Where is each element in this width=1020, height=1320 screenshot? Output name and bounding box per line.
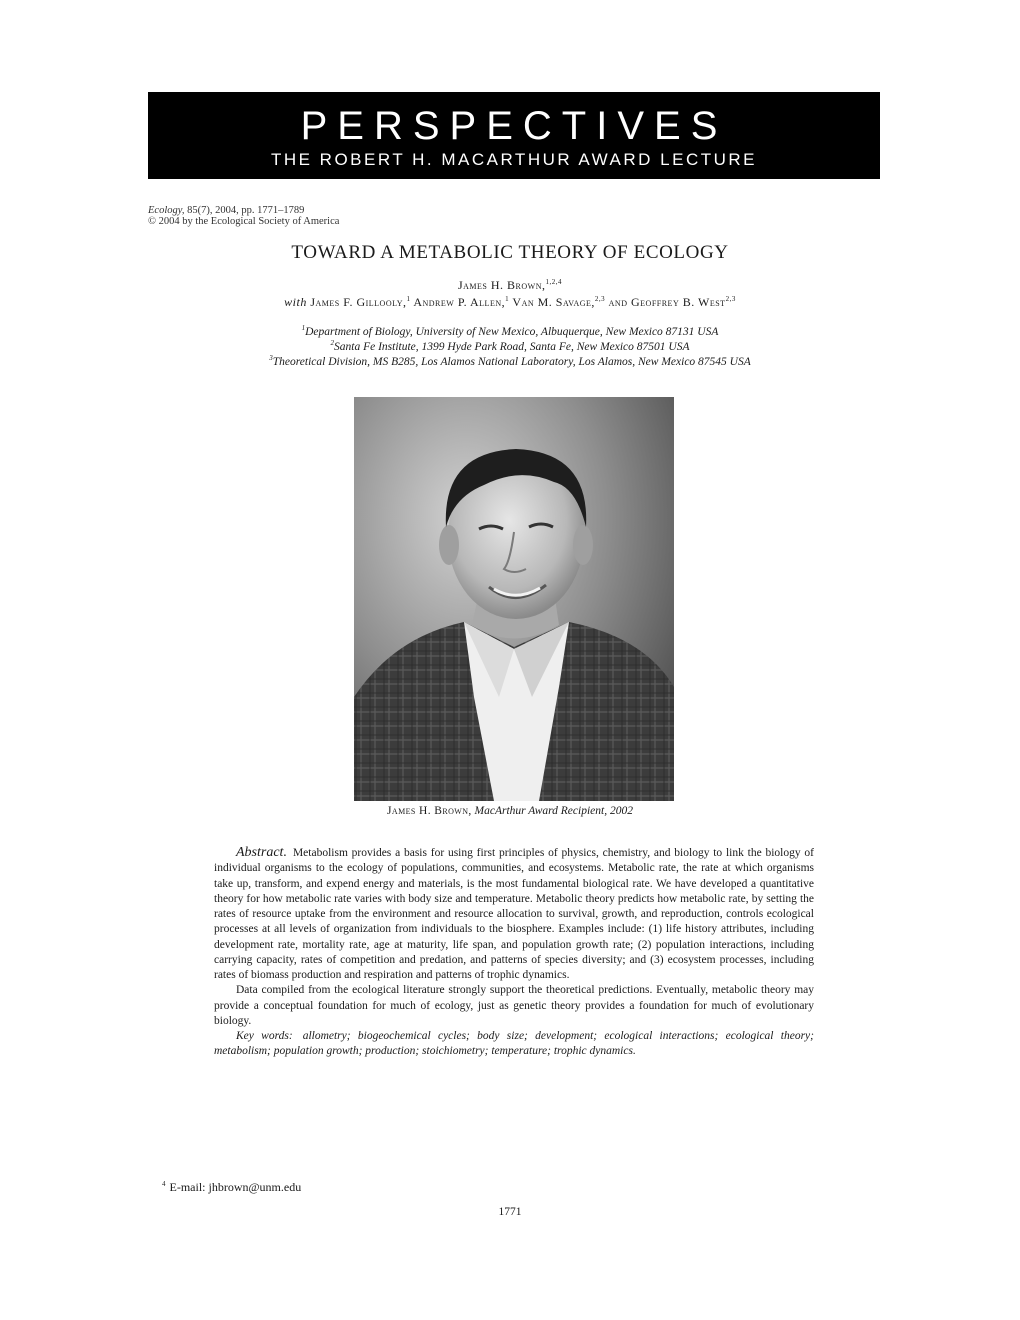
photo-caption bbox=[0, 805, 1020, 817]
coauthor-name: James F. Gillooly, bbox=[310, 295, 407, 309]
affiliation-sup: 1 bbox=[301, 324, 306, 332]
coauthor-name: Andrew P. Allen, bbox=[413, 295, 506, 309]
affiliation-3 bbox=[0, 356, 1020, 369]
coauthor-sup: 1 bbox=[505, 295, 510, 303]
footnote-text: E-mail: jhbrown@unm.edu bbox=[169, 1180, 302, 1194]
coauthor-name: Van M. Savage, bbox=[512, 295, 595, 309]
coauthor-list bbox=[0, 295, 1020, 310]
affiliation-text: Theoretical Division, MS B285, Los Alamos National Laboratory, Los Alamos, New Mexico 87545 USA bbox=[272, 356, 751, 368]
perspectives-banner bbox=[148, 92, 880, 179]
coauthor-sup: 2,3 bbox=[725, 295, 736, 303]
keywords-label: Key words: bbox=[236, 1030, 293, 1042]
author-portrait bbox=[354, 397, 674, 801]
footnote-email bbox=[162, 1180, 301, 1195]
affiliation-1 bbox=[0, 326, 1020, 339]
main-author-sup: 1,2,4 bbox=[545, 278, 562, 286]
with-label: with bbox=[284, 295, 307, 309]
abstract-label: Abstract. bbox=[236, 845, 287, 860]
abstract-text-1: Metabolism provides a basis for using first principles of physics, chemistry, and biology to link the biology of individual organisms to the ecology of populations, communities, and ecosystems. Metabolic rate, the rate at which organisms take up, transform, and expend energy and materials, is the most fundamental biological rate. We have developed a quantitative theory for how metabolic rate varies with body size and temperature. Metabolic theory predicts how metabolic rate, by setting the rates of resource uptake from the environment and resource allocation to survival, growth, and reproduction, controls ecological processes at all levels of organization from individuals to the biosphere. Examples include: (1) life history attributes, including development rate, mortality rate, age at maturity, life span, and population growth rate; (2) population interactions, including carrying capacity, rates of competition and predation, and patterns of species diversity; and (3) ecosystem processes, including rates of biomass production and respiration and patterns of trophic dynamics. bbox=[214, 847, 814, 981]
paper-title: TOWARD A METABOLIC THEORY OF ECOLOGY bbox=[291, 242, 729, 263]
footnote-sup: 4 bbox=[162, 1180, 166, 1188]
banner-subtitle: THE ROBERT H. MACARTHUR AWARD LECTURE bbox=[270, 150, 758, 169]
journal-citation bbox=[148, 205, 339, 227]
keywords-text: allometry; biogeochemical cycles; body size; development; ecological interactions; ecological theory; metabolism; population growth; production; stoichiometry; temperature; trophic dynamics. bbox=[214, 1030, 814, 1058]
abstract-paragraph bbox=[214, 845, 814, 983]
affiliation-text: Department of Biology, University of New Mexico, Albuquerque, New Mexico 87131 USA bbox=[305, 326, 719, 338]
banner-title: PERSPECTIVES bbox=[300, 104, 728, 148]
copyright-line: © 2004 by the Ecological Society of America bbox=[148, 216, 340, 227]
caption-name: James H. Brown, bbox=[387, 805, 472, 817]
coauthor-name: and Geoffrey B. West bbox=[608, 295, 726, 309]
journal-name: Ecology, bbox=[148, 205, 185, 216]
coauthor-sup: 1 bbox=[406, 295, 411, 303]
citation-details: 85(7), 2004, pp. 1771–1789 bbox=[184, 205, 305, 216]
caption-role: MacArthur Award Recipient, 2002 bbox=[471, 805, 633, 817]
affiliation-text: Santa Fe Institute, 1399 Hyde Park Road, Santa Fe, New Mexico 87501 USA bbox=[334, 341, 690, 353]
keywords bbox=[214, 1029, 814, 1060]
abstract-text-2: Data compiled from the ecological literature strongly support the theoretical predictions. Eventually, metabolic theory may provide a conceptual foundation for much of ecology, just as genetic theory provides a foundation for much of evolutionary biology. bbox=[214, 984, 814, 1027]
portrait-illustration bbox=[354, 397, 674, 801]
main-author-name: James H. Brown, bbox=[457, 278, 546, 292]
affiliation-2 bbox=[0, 341, 1020, 354]
affiliation-sup: 2 bbox=[330, 339, 335, 347]
page-number: 1771 bbox=[498, 1206, 522, 1218]
main-author bbox=[0, 278, 1020, 293]
abstract-section bbox=[214, 845, 814, 1060]
coauthor-sup: 2,3 bbox=[594, 295, 606, 303]
affiliation-sup: 3 bbox=[269, 354, 273, 362]
